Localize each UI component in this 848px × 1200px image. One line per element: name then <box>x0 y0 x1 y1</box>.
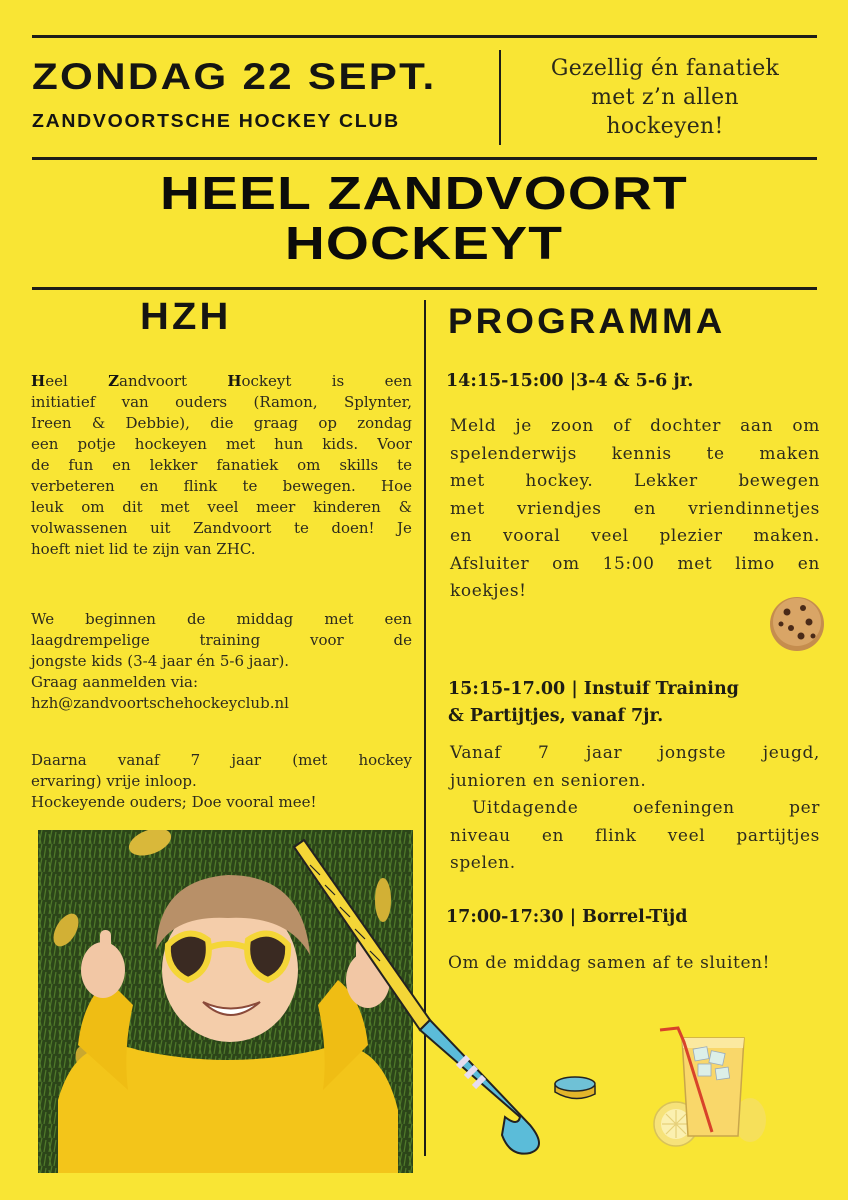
word: oefeningen <box>632 798 735 818</box>
main-title <box>0 168 848 268</box>
description-line <box>450 523 820 551</box>
word: jongste <box>658 743 727 763</box>
intro-line <box>31 392 412 413</box>
time-line: 15:15-17.00 | Instuif Training <box>448 679 739 699</box>
intro-line <box>31 476 412 497</box>
intro-paragraph <box>31 371 412 560</box>
word: fanatiek <box>216 456 279 474</box>
word: graag <box>253 414 299 432</box>
word: veel <box>207 498 239 516</box>
word: (Ramon, <box>253 393 318 411</box>
intro-line <box>31 497 412 518</box>
schedule-line: Graag aanmelden via: <box>31 673 199 691</box>
word: fun <box>68 456 94 474</box>
word: op <box>318 414 337 432</box>
word: ouders <box>175 393 228 411</box>
word: jaar <box>231 751 262 769</box>
word: limo <box>735 553 775 574</box>
word: met <box>450 471 485 491</box>
intro-line: hoeft niet lid te zijn van ZHC. <box>31 540 256 558</box>
word: Afsluiter <box>450 553 530 574</box>
schedule-line <box>31 630 412 651</box>
word: vriendjes <box>517 498 602 519</box>
word: (met <box>292 751 328 769</box>
word: en <box>112 456 131 474</box>
word: en <box>541 825 565 846</box>
word: laagdrempelige <box>31 631 150 649</box>
word: We <box>31 610 55 628</box>
intro-word <box>227 371 291 392</box>
word: meer <box>256 498 296 516</box>
signup-email[interactable]: hzh@zandvoortschehockeyclub.nl <box>31 694 289 712</box>
word: Hoe <box>381 477 412 495</box>
word-rest: andvoort <box>119 372 187 390</box>
word: met <box>225 435 256 453</box>
word: met <box>677 553 713 574</box>
schedule-paragraph <box>31 609 412 714</box>
word: hockey <box>358 751 412 769</box>
word: doen! <box>331 519 375 537</box>
initial-letter: H <box>227 372 242 390</box>
word: Daarna <box>31 751 87 769</box>
word: aan <box>740 416 774 436</box>
word: veel <box>667 825 706 846</box>
word: Ireen <box>31 414 72 432</box>
word: jaar <box>586 743 623 763</box>
word: initiatief <box>31 393 96 411</box>
after-line: ervaring) vrije inloop. <box>31 772 197 790</box>
word: beginnen <box>85 610 156 628</box>
tagline <box>515 54 815 141</box>
tagline-line: hockeyen! <box>606 114 724 139</box>
program-item-time <box>448 676 838 730</box>
tagline-line: Gezellig én fanatiek <box>550 56 780 81</box>
intro-line <box>31 413 412 434</box>
header-divider <box>499 50 501 145</box>
word: per <box>789 798 820 818</box>
word: te <box>293 519 309 537</box>
main-title-line: HOCKEYT <box>284 217 564 269</box>
word: vriendinnetjes <box>688 498 820 519</box>
word: de <box>31 456 50 474</box>
word: bewegen <box>738 471 820 491</box>
after-line <box>31 750 412 771</box>
word: Splynter, <box>343 393 412 411</box>
initial-letter: Z <box>108 372 120 390</box>
word: te <box>706 443 725 464</box>
word-rest: ockeyt <box>241 372 292 390</box>
word: een <box>384 610 412 628</box>
word: dit <box>122 498 143 516</box>
hzh-heading: HZH <box>140 296 232 338</box>
program-item-description <box>448 950 770 978</box>
word: Je <box>397 519 412 537</box>
top-rule <box>32 35 817 38</box>
description-line <box>450 740 820 768</box>
word: skills <box>339 456 379 474</box>
word: plezier <box>659 526 723 546</box>
word: met <box>324 610 354 628</box>
description-line: koekjes! <box>450 581 527 601</box>
description-line: spelen. <box>450 853 516 873</box>
word: voor <box>309 631 344 649</box>
word: bewegen. <box>282 477 356 495</box>
word: en <box>797 553 820 574</box>
word: verbeteren <box>31 477 115 495</box>
programma-heading: PROGRAMMA <box>448 302 726 341</box>
club-name: ZANDVOORTSCHE HOCKEY CLUB <box>32 111 400 131</box>
intro-line <box>31 434 412 455</box>
word: hun <box>274 435 304 453</box>
main-title-line: HEEL ZANDVOORT <box>160 167 688 219</box>
word: vanaf <box>117 751 160 769</box>
description-line <box>450 496 820 524</box>
word: volwassenen <box>31 519 128 537</box>
word: maken <box>759 443 820 464</box>
lemonade-icon <box>650 1024 770 1148</box>
header-bottom-rule <box>32 157 817 160</box>
word: lekker <box>149 456 198 474</box>
word: om <box>792 416 820 436</box>
program-item-time: 17:00-17:30 | Borrel-Tijd <box>446 907 688 927</box>
description-line <box>450 551 820 579</box>
description-line: junioren en senioren. <box>450 770 647 791</box>
intro-line <box>31 518 412 539</box>
word: niveau <box>450 825 511 846</box>
word: maken. <box>753 526 820 546</box>
word-rest: eel <box>45 372 68 390</box>
word: zoon <box>551 416 594 436</box>
word: om <box>297 456 321 474</box>
word: hockey. <box>525 471 594 491</box>
word: en <box>139 477 159 495</box>
event-date: ZONDAG 22 SEPT. <box>32 56 437 97</box>
word: om <box>81 498 105 516</box>
description-line <box>450 413 820 441</box>
word: flink <box>595 825 637 846</box>
word: 7 <box>537 743 550 763</box>
word: & <box>91 414 106 432</box>
after-line: Hockeyende ouders; Doe vooral mee! <box>31 793 317 811</box>
schedule-line <box>31 609 412 630</box>
word: je <box>515 416 532 436</box>
time-line: & Partijtjes, vanaf 7jr. <box>448 706 664 726</box>
word: een <box>31 435 59 453</box>
cookie-icon <box>765 594 829 654</box>
initial-letter: H <box>31 372 46 390</box>
tagline-line: met z’n allen <box>591 85 739 110</box>
word: 7 <box>190 751 201 769</box>
word: hockeyen <box>134 435 207 453</box>
word: & <box>398 498 412 516</box>
word: de <box>393 631 412 649</box>
hockey-puck-icon <box>552 1074 598 1104</box>
word: flink <box>183 477 218 495</box>
word: Voor <box>377 435 412 453</box>
word: Lekker <box>634 471 698 491</box>
word: vooral <box>502 526 561 546</box>
intro-line <box>31 455 412 476</box>
word: jeugd, <box>762 743 820 763</box>
word: en <box>450 526 473 546</box>
word: training <box>199 631 261 649</box>
word: uit <box>150 519 171 537</box>
program-item-description <box>450 740 820 878</box>
word: Uitdagende <box>472 798 579 818</box>
word: Debbie), <box>125 414 190 432</box>
word: of <box>613 416 631 436</box>
word: middag <box>236 610 294 628</box>
word: veel <box>591 526 629 546</box>
description-line <box>450 468 820 496</box>
description-line <box>450 795 820 823</box>
word: te <box>242 477 258 495</box>
word: potje <box>77 435 116 453</box>
title-bottom-rule <box>32 287 817 290</box>
program-item-time: 14:15-15:00 |3-4 & 5-6 jr. <box>446 371 694 391</box>
intro-word: een <box>384 372 412 390</box>
word: met <box>160 498 190 516</box>
word: leuk <box>31 498 64 516</box>
word: die <box>210 414 234 432</box>
word: spelenderwijs <box>450 443 577 464</box>
word: kids. <box>322 435 359 453</box>
word: kennis <box>611 443 672 464</box>
word: om <box>552 553 580 574</box>
schedule-line: jongste kids (3-4 jaar én 5-6 jaar). <box>31 652 290 670</box>
word: partijtjes <box>736 825 820 846</box>
word: Meld <box>450 416 497 436</box>
description-line <box>450 441 820 469</box>
word: dochter <box>650 416 721 436</box>
description-line: Om de middag samen af te sluiten! <box>448 953 771 973</box>
hockey-stick-icon <box>280 835 560 1155</box>
word: zondag <box>357 414 412 432</box>
word: Zandvoort <box>193 519 272 537</box>
word: en <box>633 498 657 519</box>
program-item-description <box>450 413 820 606</box>
intro-word <box>31 371 68 392</box>
word: Vanaf <box>450 743 502 763</box>
word: te <box>397 456 412 474</box>
word: van <box>121 393 149 411</box>
intro-word: is <box>331 372 345 390</box>
intro-word <box>108 371 187 392</box>
word: 15:00 <box>602 553 655 574</box>
intro-first-line <box>31 371 412 392</box>
word: de <box>186 610 206 628</box>
description-line <box>450 823 820 851</box>
word: kinderen <box>313 498 381 516</box>
word: met <box>450 498 485 519</box>
after-paragraph <box>31 750 412 813</box>
